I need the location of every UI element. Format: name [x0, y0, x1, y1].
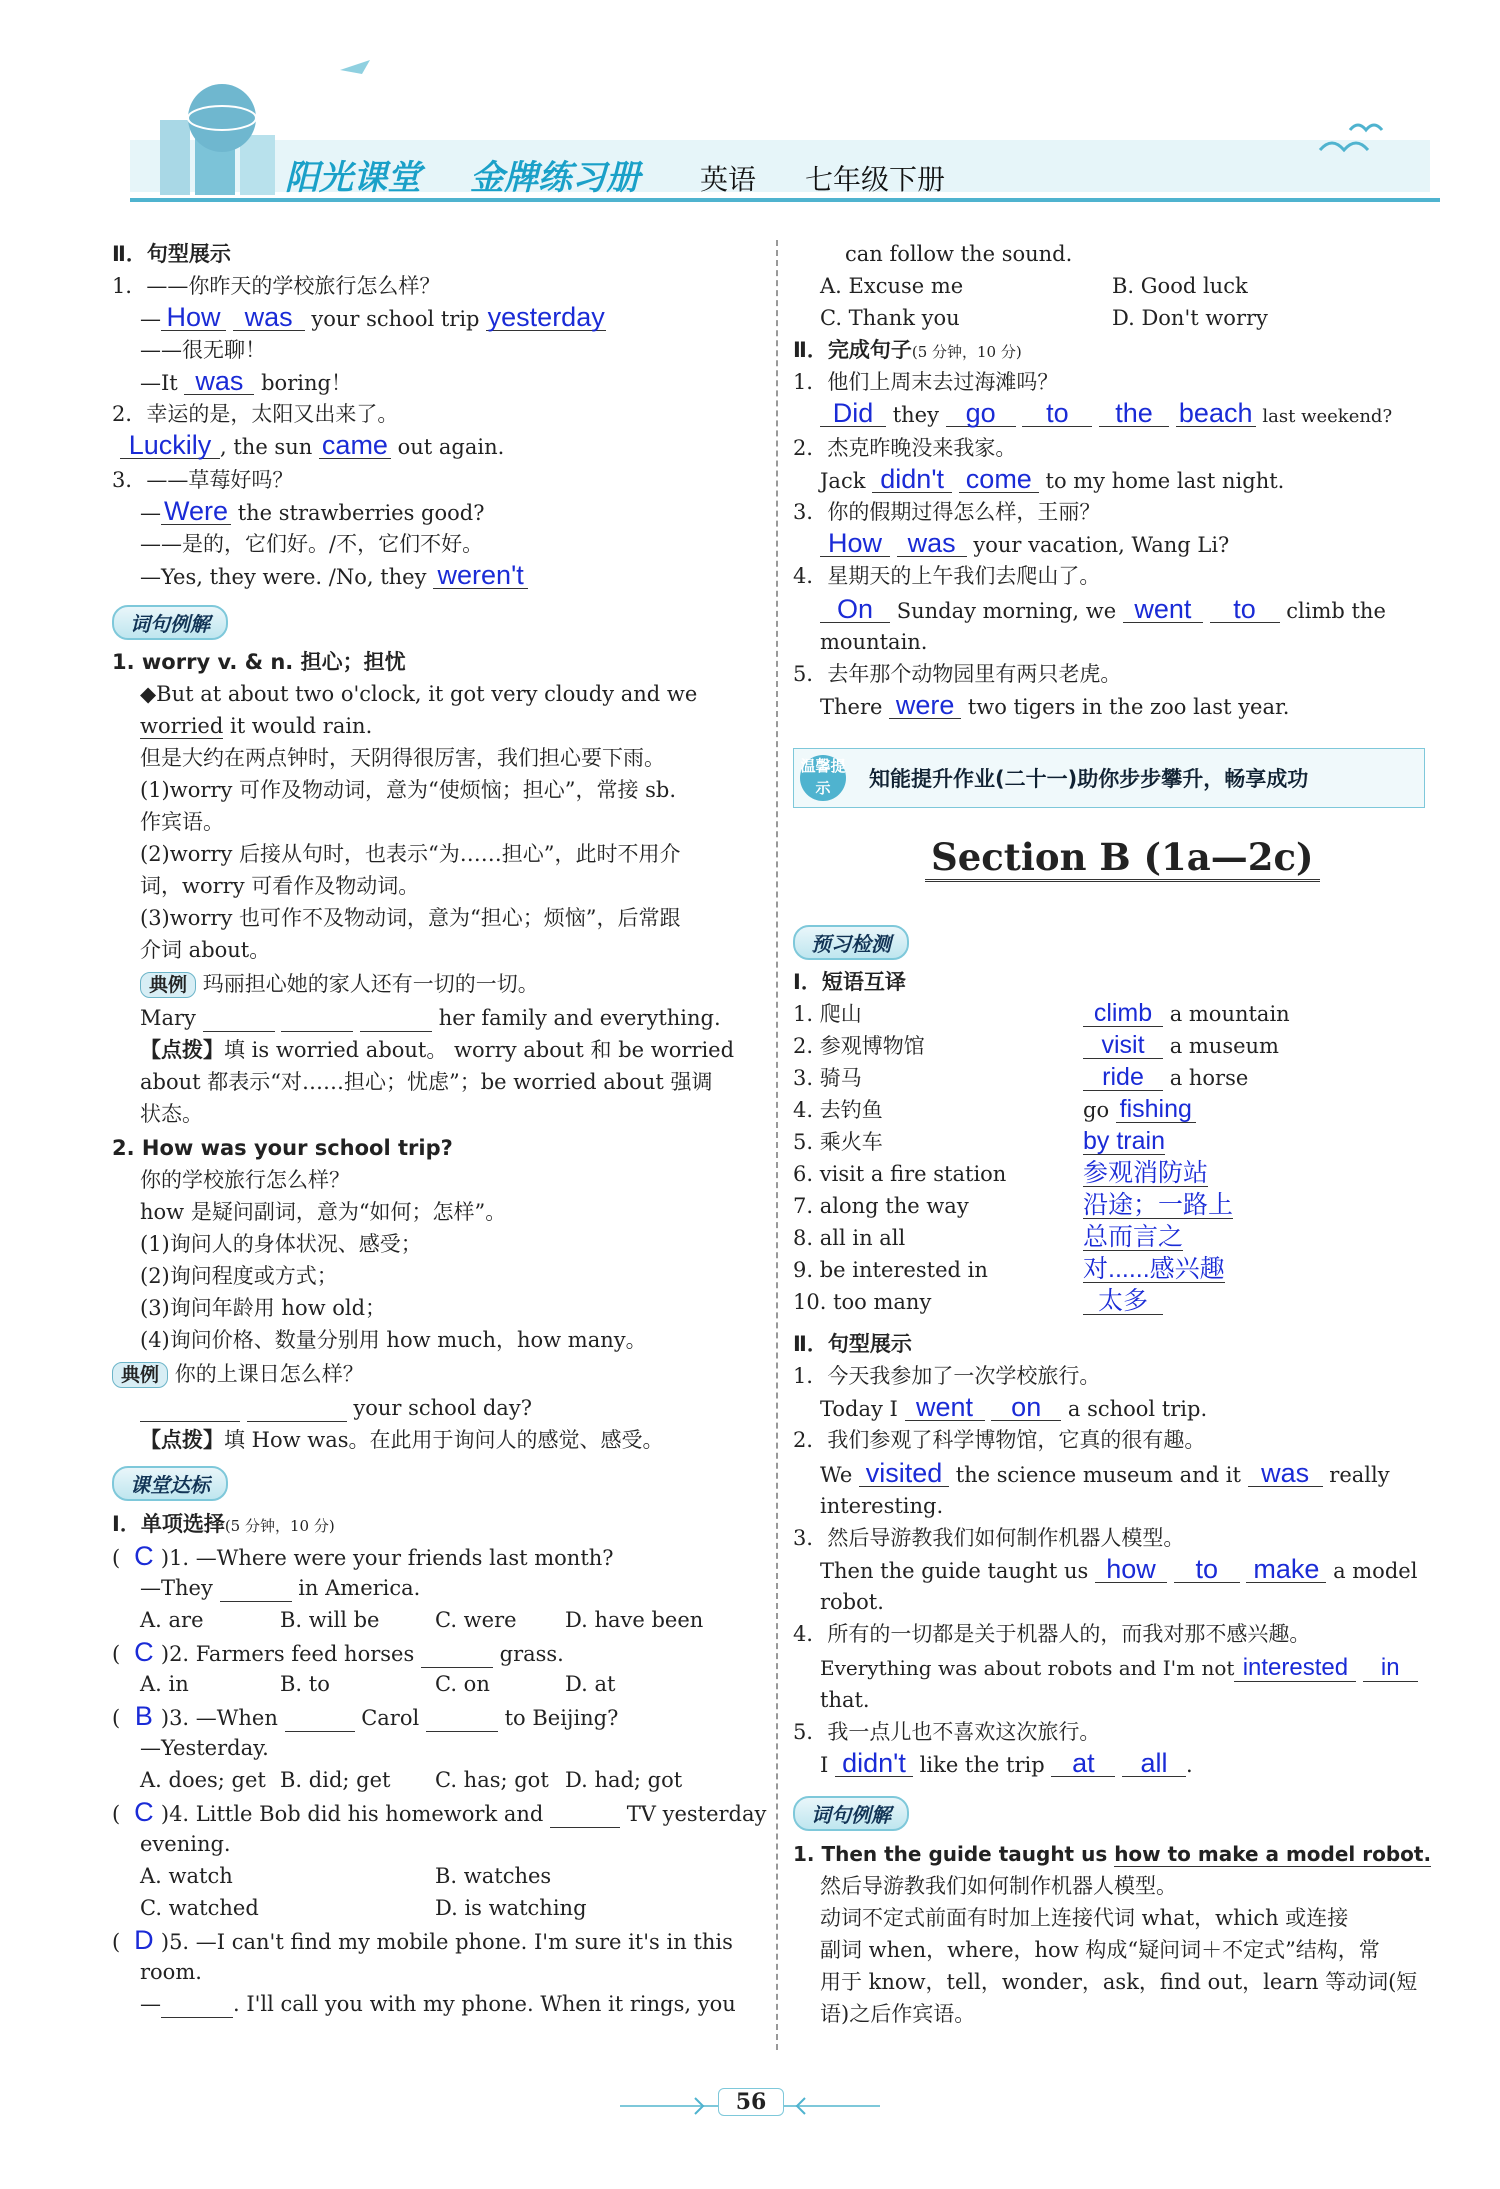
text: they [892, 403, 939, 427]
option[interactable]: B. Good luck [1112, 274, 1248, 298]
grade-label: 七年级下册 [805, 163, 946, 196]
mc-question: evening. [140, 1832, 231, 1856]
text: )2. Farmers feed horses [160, 1642, 415, 1666]
text: Everything was about robots and I'm not [820, 1656, 1235, 1680]
section-heading: Section B (1a—2c) [925, 835, 1320, 882]
answer-line: interesting. [820, 1494, 944, 1518]
answer-line: — Were the strawberries good? [140, 496, 485, 526]
question-cn: 2．我们参观了科学博物馆，它真的很有趣。 [793, 1428, 1206, 1452]
text: your vacation, Wang Li? [973, 533, 1230, 557]
option[interactable]: D. had; got [565, 1768, 683, 1792]
answer: on [991, 1394, 1061, 1421]
mc-answer: C [134, 1637, 154, 1667]
phrase-item [793, 1096, 1433, 1124]
answer: was [1248, 1460, 1323, 1487]
text: a school trip. [1067, 1397, 1208, 1421]
option[interactable]: D. at [565, 1672, 616, 1696]
answer: in [1363, 1655, 1418, 1682]
answer-line [820, 1394, 1207, 1423]
phrase-answer: climb [1083, 1000, 1163, 1027]
tip [140, 1426, 664, 1454]
answer: visited [859, 1460, 949, 1487]
section-title: Ⅰ．短语互译 [793, 970, 906, 994]
answer: to [1022, 400, 1092, 427]
phrase-question: too many [833, 1290, 932, 1314]
mc-question: room. [140, 1960, 202, 1984]
text: Then the guide taught us [820, 1559, 1089, 1583]
section-badge: 词句例解 [793, 1796, 909, 1831]
example-cn: 然后导游教我们如何制作机器人模型。 [820, 1874, 1177, 1898]
example-label: 典例 [112, 1362, 168, 1388]
phrase-prefix: go [1083, 1098, 1110, 1122]
brand-title-1: 阳光课堂 [285, 158, 421, 198]
phrase-item [793, 1064, 1433, 1092]
phrase-number: 8. [793, 1226, 814, 1250]
page-number: 56 [718, 2088, 784, 2116]
note: 介词 about。 [140, 938, 271, 962]
score: (5 分钟，10 分) [911, 343, 1022, 361]
text: 填 is worried about。 worry about 和 be worried [224, 1038, 735, 1062]
question-cn: 3．——草莓好吗？ [112, 468, 294, 492]
question-cn: 3．你的假期过得怎么样，王丽？ [793, 500, 1101, 524]
tip-label: 【点拨】 [140, 1037, 224, 1062]
example-line [140, 1004, 721, 1032]
mc-answer: C [134, 1541, 154, 1571]
section-title [112, 1510, 335, 1540]
answer: Luckily [120, 432, 220, 459]
answer-line [820, 400, 1392, 431]
option[interactable]: C. has; got [435, 1768, 549, 1792]
answer: at [1051, 1750, 1115, 1777]
text: )1. —Where were your friends last month? [160, 1546, 614, 1570]
question-cn: 4．所有的一切都是关于机器人的，而我对那不感兴趣。 [793, 1622, 1311, 1646]
answer: how [1095, 1556, 1167, 1583]
text: 你的上课日怎么样？ [174, 1362, 364, 1386]
answer: How [820, 530, 890, 557]
phrase-item [793, 1256, 1433, 1284]
phrase-item [793, 1192, 1433, 1220]
text: . I'll call you with my phone. When it rings, you [233, 1992, 736, 2016]
note: 用于 know，tell，wonder，ask，find out，learn 等动词(短 [820, 1970, 1418, 1994]
option[interactable]: B. watches [435, 1864, 552, 1888]
answer: to [1174, 1556, 1240, 1583]
answer: to [1210, 596, 1280, 623]
question-cn: 1．——你昨天的学校旅行怎么样？ [112, 274, 441, 298]
section-badge: 词句例解 [112, 605, 228, 640]
answer: Did [820, 400, 886, 427]
text: worried [140, 714, 224, 738]
option[interactable]: C. on [435, 1672, 490, 1696]
answer-line [820, 1654, 1418, 1682]
note: 动词不定式前面有时加上连接代词 what，which 或连接 [820, 1906, 1349, 1930]
option[interactable]: B. to [280, 1672, 330, 1696]
answer-line [820, 1460, 1390, 1489]
mc-question: ( B )3. —When Carol to Beijing? [112, 1701, 619, 1731]
answer-line [140, 562, 528, 591]
question-cn: 2．幸运的是，太阳又出来了。 [112, 402, 399, 426]
phrase-item [793, 1224, 1433, 1252]
text: her family and everything. [438, 1006, 721, 1030]
option[interactable]: B. did; get [280, 1768, 391, 1792]
tip: 状态。 [140, 1102, 203, 1126]
word-heading [793, 1840, 1431, 1868]
text: in America. [298, 1576, 421, 1600]
phrase-item [793, 1000, 1433, 1028]
answer: yesterday [487, 302, 605, 332]
answer: weren't [433, 562, 528, 589]
example-line [140, 970, 539, 998]
section-badge: 课堂达标 [112, 1466, 228, 1501]
option[interactable]: B. will be [280, 1608, 380, 1632]
note: (1)worry 可作及物动词，意为“使烦恼；担心”，常接 sb. [140, 778, 677, 802]
text: climb the [1286, 599, 1386, 623]
page-header [0, 0, 1500, 230]
answer-line: that. [820, 1688, 870, 1712]
answer: didn't [835, 1750, 913, 1777]
example-cn: 但是大约在两点钟时，天阴得很厉害，我们担心要下雨。 [140, 746, 665, 770]
phrase-answer: 太多 [1083, 1288, 1163, 1315]
text: —Yes, they were. /No, they [140, 565, 427, 589]
word-heading: 1. worry v. & n. 担心；担忧 [112, 650, 406, 674]
answer: the [1099, 400, 1169, 427]
tip-box-label: 温馨提示 [800, 755, 846, 801]
phrase-number: 4. [793, 1098, 814, 1122]
text: Ⅱ．完成句子 [793, 338, 912, 362]
text: We [820, 1463, 853, 1487]
tip-box-text: 知能提升作业(二十一)助你步步攀升，畅享成功 [869, 767, 1309, 791]
text: to my home last night. [1045, 469, 1285, 493]
answer: How [161, 304, 226, 331]
mc-question: ( C )4. Little Bob did his homework and TV yesterday [112, 1797, 767, 1827]
answer-line [820, 530, 1229, 559]
answer-line: — How was your school trip yesterday [140, 302, 605, 332]
mc-question [140, 1574, 420, 1602]
question-cn: 5．去年那个动物园里有两只老虎。 [793, 662, 1122, 686]
mc-answer: B [134, 1701, 153, 1731]
section-title [793, 336, 1022, 366]
answer-line [820, 692, 1289, 721]
example-line [112, 1360, 364, 1388]
example-sentence: ◆But at about two o'clock, it got very cloudy and we [140, 682, 698, 706]
phrase-number: 7. [793, 1194, 814, 1218]
text: Mary [140, 1006, 196, 1030]
answer: were [889, 692, 961, 719]
option[interactable]: A. are [140, 1608, 204, 1632]
option[interactable]: A. does; get [140, 1768, 266, 1792]
text: the science museum and it [955, 1463, 1241, 1487]
note: 语)之后作宾语。 [820, 2002, 976, 2026]
phrase-answer: 总而言之 [1083, 1223, 1184, 1251]
text: boring！ [261, 371, 352, 395]
note: 词，worry 可看作及物动词。 [140, 874, 420, 898]
text: )3. —When [160, 1706, 278, 1730]
phrase-suffix: a museum [1169, 1034, 1279, 1058]
answer-line: robot. [820, 1590, 884, 1614]
text: to Beijing? [504, 1706, 619, 1730]
question-cn: 3．然后导游教我们如何制作机器人模型。 [793, 1526, 1185, 1550]
answer: all [1122, 1750, 1186, 1777]
answer: was [233, 304, 305, 331]
phrase-question: visit a fire station [819, 1162, 1007, 1186]
note: 副词 when，where，how 构成“疑问词＋不定式”结构，常 [820, 1938, 1380, 1962]
phrase-item [793, 1288, 1433, 1316]
question-cn: 2．杰克昨晚没来我家。 [793, 436, 1017, 460]
text: your school trip [311, 307, 480, 331]
phrase-number: 5. [793, 1130, 814, 1154]
text: Carol [361, 1706, 420, 1730]
text: —It [140, 371, 178, 395]
phrase-item [793, 1160, 1433, 1188]
option[interactable]: C. watched [140, 1896, 259, 1920]
answer-line: I didn't like the trip at all . [820, 1748, 1193, 1778]
example-label: 典例 [140, 972, 196, 998]
text: Jack [820, 469, 866, 493]
mc-answer: D [134, 1925, 154, 1955]
phrase-number: 9. [793, 1258, 814, 1282]
note: (2)worry 后接从句时，也表示“为……担心”，此时不用介 [140, 842, 681, 866]
answer-line [140, 368, 352, 397]
phrase-question: along the way [819, 1194, 969, 1218]
mc-question: —Yesterday. [140, 1736, 269, 1760]
mc-question: — . I'll call you with my phone. When it rings, you [140, 1992, 736, 2016]
phrase-answer: ride [1083, 1064, 1163, 1091]
note: (4)询问价格、数量分别用 how much，how many。 [140, 1328, 647, 1352]
text: 玛丽担心她的家人还有一切的一切。 [202, 972, 539, 996]
text: Sunday morning, we [896, 599, 1117, 623]
phrase-number: 10. [793, 1290, 827, 1314]
text: really [1329, 1463, 1390, 1487]
note: how 是疑问副词，意为“如何；怎样”。 [140, 1200, 507, 1224]
note: (3)询问年龄用 how old； [140, 1296, 387, 1320]
text: out again. [397, 435, 505, 459]
answer-line [820, 1556, 1417, 1585]
text: 1. Then the guide taught us [793, 1842, 1115, 1866]
text: it would rain. [223, 714, 373, 738]
text: last weekend? [1262, 406, 1393, 427]
option[interactable]: A. Excuse me [820, 274, 964, 298]
note: (1)询问人的身体状况、感受； [140, 1232, 422, 1256]
answer-line [120, 432, 504, 461]
text: Ⅰ．单项选择 [112, 1512, 225, 1536]
answer: make [1246, 1556, 1326, 1583]
section-badge: 预习检测 [793, 925, 909, 960]
brand-title-2: 金牌练习册 [470, 158, 640, 198]
example-sentence [140, 712, 372, 740]
answer: interested [1234, 1655, 1356, 1682]
score: (5 分钟，10 分) [224, 1517, 335, 1535]
option[interactable]: C. were [435, 1608, 517, 1632]
phrase-answer: visit [1083, 1032, 1163, 1059]
option[interactable]: D. have been [565, 1608, 704, 1632]
text: )5. —I can't find my mobile phone. I'm sure it's in this [160, 1930, 733, 1954]
tip-label: 【点拨】 [140, 1427, 224, 1452]
section-title: Ⅱ．句型展示 [793, 1332, 912, 1356]
text: I [820, 1753, 829, 1777]
text: 填 How was。在此用于询问人的感觉、感受。 [224, 1428, 664, 1452]
answer: was [184, 368, 254, 395]
phrase-answer: 沿途；一路上 [1083, 1191, 1234, 1219]
phrase-question: all in all [819, 1226, 906, 1250]
phrase-question: 乘火车 [819, 1130, 883, 1154]
note: (3)worry 也可作不及物动词，意为“担心；烦恼”，后常跟 [140, 906, 681, 930]
text: your school day? [353, 1396, 532, 1420]
note: (2)询问程度或方式； [140, 1264, 338, 1288]
text: There [820, 695, 883, 719]
phrase-suffix: a mountain [1169, 1002, 1290, 1026]
phrase-answer: by train [1083, 1127, 1165, 1155]
text: a model [1333, 1559, 1418, 1583]
mc-question: ( C )2. Farmers feed horses grass. [112, 1637, 564, 1667]
text: the strawberries good? [237, 501, 485, 525]
text: —They [140, 1576, 213, 1600]
answer: Were [161, 498, 231, 525]
answer: go [946, 400, 1016, 427]
phrase-item [793, 1128, 1433, 1156]
subject-label: 英语 [700, 163, 757, 196]
mc-question: can follow the sound. [845, 242, 1073, 266]
phrase-answer: 参观消防站 [1083, 1159, 1209, 1187]
phrase-question: 参观博物馆 [819, 1034, 925, 1058]
answer: went [905, 1394, 985, 1421]
mc-answer: C [134, 1797, 154, 1827]
word-heading: 2. How was your school trip? [112, 1136, 453, 1160]
answer-line [820, 466, 1284, 495]
phrase-answer: 对......感兴趣 [1083, 1255, 1225, 1283]
section-title: Ⅱ．句型展示 [112, 242, 231, 266]
text: , the sun [220, 435, 313, 459]
phrase-number: 3. [793, 1066, 814, 1090]
question-cn: 4．星期天的上午我们去爬山了。 [793, 564, 1101, 588]
tip-box [793, 748, 1425, 808]
question-cn: 1．今天我参加了一次学校旅行。 [793, 1364, 1101, 1388]
answer-line: mountain. [820, 630, 928, 654]
option[interactable]: D. is watching [435, 1896, 587, 1920]
note: 作宾语。 [140, 810, 224, 834]
text: two tigers in the zoo last year. [967, 695, 1290, 719]
answer-line [820, 596, 1386, 625]
answer: went [1123, 596, 1203, 623]
phrase-number: 2. [793, 1034, 814, 1058]
phrase-question: 去钓鱼 [819, 1098, 883, 1122]
answer: come [959, 466, 1039, 493]
question-cn: 5．我一点儿也不喜欢这次旅行。 [793, 1720, 1101, 1744]
phrase-question: be interested in [819, 1258, 988, 1282]
text: grass. [499, 1642, 564, 1666]
answer: was [897, 530, 967, 557]
phrase-answer: fishing [1116, 1096, 1196, 1123]
answer: beach [1176, 400, 1256, 427]
text: like the trip [919, 1753, 1045, 1777]
text: TV yesterday [626, 1802, 767, 1826]
option[interactable]: C. Thank you [820, 306, 960, 330]
mc-question: ( D )5. —I can't find my mobile phone. I'm sure it's in this [112, 1925, 733, 1955]
option[interactable]: D. Don't worry [1112, 306, 1268, 330]
phrase-item [793, 1032, 1433, 1060]
text: Today I [820, 1397, 898, 1421]
phrase-question: 爬山 [819, 1002, 862, 1026]
column-divider [776, 240, 778, 2050]
mc-question: ( C )1. —Where were your friends last month? [112, 1541, 614, 1571]
question-cn: 1．他们上周末去过海滩吗？ [793, 370, 1059, 394]
option[interactable]: A. watch [140, 1864, 233, 1888]
phrase-number: 1. [793, 1002, 814, 1026]
page-footer [600, 2068, 900, 2128]
text: how to make a model robot. [1114, 1842, 1432, 1866]
option[interactable]: A. in [140, 1672, 189, 1696]
example-line [140, 1394, 532, 1422]
answer: came [319, 432, 391, 459]
text: )4. Little Bob did his homework and [160, 1802, 544, 1826]
tip [140, 1036, 734, 1064]
example-cn: 你的学校旅行怎么样？ [140, 1168, 350, 1192]
answer-cn: ——是的，它们好。/不，它们不好。 [140, 532, 484, 556]
answer: On [820, 596, 890, 623]
tip: about 都表示“对……担心；忧虑”；be worried about 强调 [140, 1070, 713, 1094]
phrase-suffix: a horse [1169, 1066, 1249, 1090]
answer-cn: ——很无聊！ [140, 338, 266, 362]
phrase-number: 6. [793, 1162, 814, 1186]
answer: didn't [872, 466, 952, 493]
phrase-question: 骑马 [819, 1066, 862, 1090]
